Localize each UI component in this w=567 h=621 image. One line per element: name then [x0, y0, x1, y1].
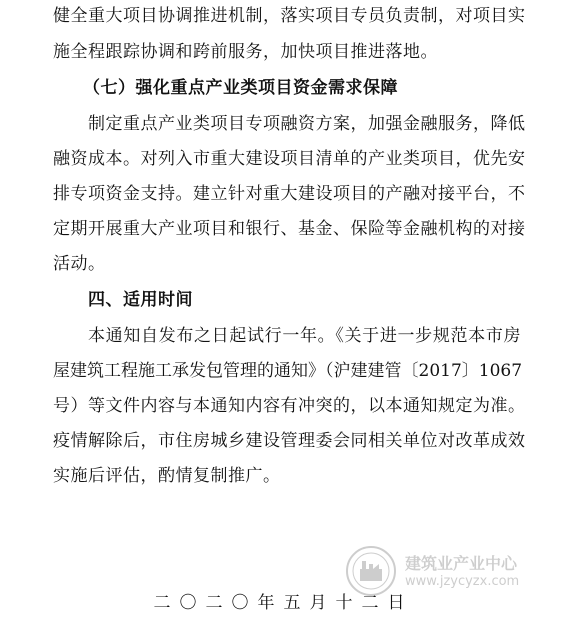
paragraph-line: 号）等文件内容与本通知内容有冲突的，以本通知规定为准。 [53, 396, 526, 416]
section-heading: （七）强化重点产业类项目资金需求保障 [83, 78, 398, 98]
section-heading: 四、适用时间 [88, 290, 193, 310]
paragraph-line: 制定重点产业类项目专项融资方案，加强金融服务，降低 [88, 114, 526, 134]
paragraph-line: 排专项资金支持。建立针对重大建设项目的产融对接平台，不 [53, 184, 526, 204]
paragraph-line: 活动。 [53, 254, 106, 274]
paragraph-line: 健全重大项目协调推进机制，落实项目专员负责制，对项目实 [53, 6, 526, 26]
paragraph-line: 融资成本。对列入市重大建设项目清单的产业类项目，优先安 [53, 149, 526, 169]
watermark-url: www.jzycyzx.com [405, 574, 520, 589]
paragraph-line: 定期开展重大产业项目和银行、基金、保险等金融机构的对接 [53, 219, 526, 239]
paragraph-line: 实施后评估，酌情复制推广。 [53, 466, 281, 486]
paragraph-line: 疫情解除后，市住房城乡建设管理委会同相关单位对改革成效 [53, 431, 526, 451]
paragraph-line: 屋建筑工程施工承发包管理的通知》（沪建建管〔2017〕1067 [53, 361, 523, 381]
paragraph-line: 本通知自发布之日起试行一年。《关于进一步规范本市房 [88, 326, 521, 346]
paragraph-line: 施全程跟踪协调和跨前服务，加快项目推进落地。 [53, 42, 438, 62]
watermark-name: 建筑业产业中心 [405, 554, 518, 573]
document-date: 二〇二〇年五月十二日 [153, 593, 414, 613]
